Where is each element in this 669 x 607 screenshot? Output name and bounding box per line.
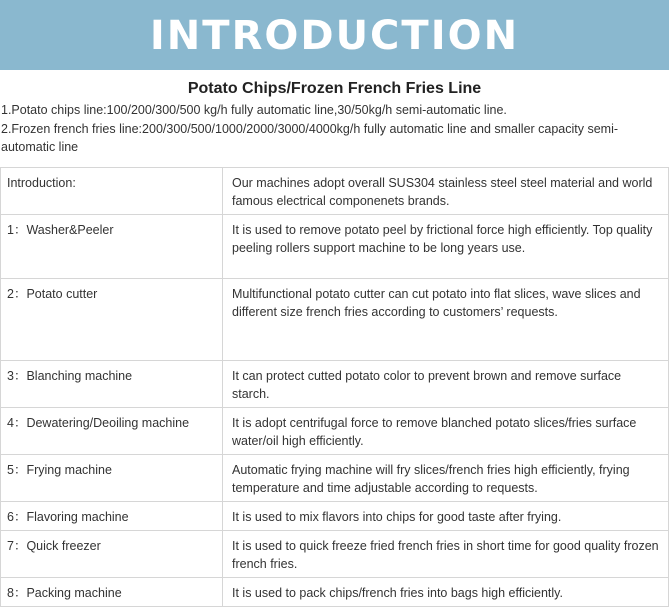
row-description: Our machines adopt overall SUS304 stainless steel steel material and world famous electrical componenets brands. [223, 168, 669, 215]
table-row [1, 502, 669, 531]
row-label: 8：Packing machine [1, 578, 223, 607]
row-description: It is used to quick freeze fried french fries in short time for good quality frozen french fries. [223, 531, 669, 578]
row-description: It is adopt centrifugal force to remove blanched potato slices/fries surface water/oil high efficiently. [223, 408, 669, 455]
row-description: Automatic frying machine will fry slices/french fries high efficiently, frying temperature and time adjustable according to requests. [223, 455, 669, 502]
table-row [1, 215, 669, 279]
row-description: It is used to mix flavors into chips for good taste after frying. [223, 502, 669, 531]
table-row [1, 455, 669, 502]
table-row [1, 361, 669, 408]
row-label: 6：Flavoring machine [1, 502, 223, 531]
table-row [1, 578, 669, 607]
table-row [1, 168, 669, 215]
row-label: Introduction: [1, 168, 223, 215]
intro-banner [0, 0, 669, 70]
row-label: 4：Dewatering/Deoiling machine [1, 408, 223, 455]
row-label: 3：Blanching machine [1, 361, 223, 408]
machine-spec-table [0, 167, 669, 607]
table-row [1, 408, 669, 455]
intro-line-french-fries: 2.Frozen french fries line:200/300/500/1000/2000/3000/4000kg/h fully automatic line and smaller capacity semi-automatic line [1, 122, 619, 154]
intro-line-potato-chips: 1.Potato chips line:100/200/300/500 kg/h fully automatic line,30/50kg/h semi-automatic line. [1, 103, 507, 117]
table-row [1, 279, 669, 361]
row-label: 7：Quick freezer [1, 531, 223, 578]
row-description: It can protect cutted potato color to prevent brown and remove surface starch. [223, 361, 669, 408]
row-description: It is used to remove potato peel by frictional force high efficiently. Top quality peeling rollers support machine to be long years use. [223, 215, 669, 279]
row-label: 1：Washer&Peeler [1, 215, 223, 279]
table-row [1, 531, 669, 578]
row-description: It is used to pack chips/french fries into bags high efficiently. [223, 578, 669, 607]
page-subtitle: Potato Chips/Frozen French Fries Line [187, 80, 482, 97]
row-label: 2：Potato cutter [1, 279, 223, 361]
row-label: 5：Frying machine [1, 455, 223, 502]
row-description: Multifunctional potato cutter can cut potato into flat slices, wave slices and different size french fries according to customers’ requests. [223, 279, 669, 361]
banner-title: INTRODUCTION [149, 13, 520, 59]
